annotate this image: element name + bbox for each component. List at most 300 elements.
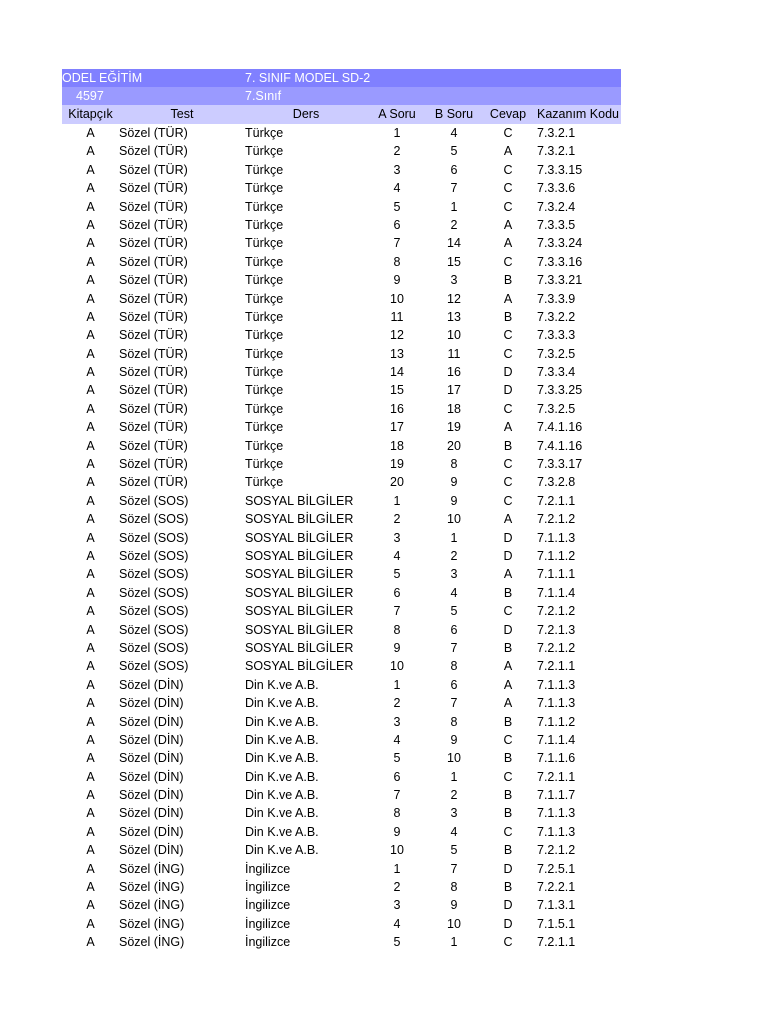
cell-kazanim-kodu: 7.3.2.1 bbox=[537, 126, 576, 140]
cell-cevap: C bbox=[503, 493, 513, 508]
cell-kazanim-kodu: 7.2.1.1 bbox=[537, 935, 576, 950]
cell-a-soru: 4 bbox=[393, 732, 401, 747]
table-body bbox=[62, 124, 621, 952]
cell-kitapcik: A bbox=[86, 512, 95, 527]
table-row bbox=[62, 565, 621, 583]
table-row bbox=[62, 841, 621, 859]
cell-cevap: B bbox=[503, 273, 513, 288]
cell-kitapcik: A bbox=[86, 365, 95, 380]
cell-cevap: D bbox=[503, 365, 513, 380]
cell-test: Sözel (SOS) bbox=[119, 585, 189, 600]
cell-test: Sözel (TÜR) bbox=[119, 199, 188, 214]
cell-cevap: A bbox=[503, 217, 513, 232]
cell-test: Sözel (TÜR) bbox=[119, 383, 188, 398]
cell-a-soru: 2 bbox=[393, 144, 401, 159]
cell-cevap: A bbox=[503, 659, 513, 674]
cell-kazanim-kodu: 7.4.1.16 bbox=[537, 438, 583, 453]
cell-a-soru: 3 bbox=[393, 162, 401, 177]
cell-kitapcik: A bbox=[86, 677, 95, 692]
cell-ders: Türkçe bbox=[245, 309, 284, 324]
cell-kitapcik: A bbox=[86, 199, 95, 214]
cell-a-soru: 9 bbox=[393, 640, 401, 655]
cell-cevap: B bbox=[503, 640, 513, 655]
table-row bbox=[62, 473, 621, 491]
cell-kazanim-kodu: 7.1.1.7 bbox=[537, 788, 576, 803]
cell-kitapcik: A bbox=[86, 217, 95, 232]
cell-test: Sözel (DİN) bbox=[119, 843, 184, 858]
table-row bbox=[62, 915, 621, 933]
table-row bbox=[62, 602, 621, 620]
cell-cevap: A bbox=[503, 696, 513, 711]
cell-a-soru: 6 bbox=[393, 217, 401, 232]
cell-a-soru: 3 bbox=[393, 898, 401, 913]
cell-b-soru: 10 bbox=[447, 916, 461, 931]
cell-kitapcik: A bbox=[86, 604, 95, 619]
cell-b-soru: 9 bbox=[450, 493, 458, 508]
cell-kazanim-kodu: 7.1.1.4 bbox=[537, 732, 576, 747]
table-row bbox=[62, 768, 621, 786]
cell-cevap: C bbox=[503, 126, 513, 140]
cell-kitapcik: A bbox=[86, 659, 95, 674]
cell-cevap: C bbox=[503, 181, 513, 196]
cell-b-soru: 10 bbox=[447, 512, 461, 527]
cell-ders: Din K.ve A.B. bbox=[245, 788, 319, 803]
cell-kazanim-kodu: 7.2.1.3 bbox=[537, 622, 576, 637]
cell-a-soru: 17 bbox=[390, 420, 404, 435]
cell-a-soru: 9 bbox=[393, 824, 401, 839]
cell-kitapcik: A bbox=[86, 732, 95, 747]
cell-test: Sözel (DİN) bbox=[119, 788, 184, 803]
cell-cevap: A bbox=[503, 291, 513, 306]
cell-kitapcik: A bbox=[86, 751, 95, 766]
cell-kitapcik: A bbox=[86, 438, 95, 453]
cell-kitapcik: A bbox=[86, 475, 95, 490]
cell-b-soru: 1 bbox=[450, 530, 458, 545]
cell-kitapcik: A bbox=[86, 236, 95, 251]
cell-kitapcik: A bbox=[86, 291, 95, 306]
cell-kazanim-kodu: 7.3.3.5 bbox=[537, 217, 576, 232]
cell-ders: Türkçe bbox=[245, 126, 284, 140]
column-header-test: Test bbox=[170, 107, 194, 121]
table-row bbox=[62, 713, 621, 731]
cell-ders: SOSYAL BİLGİLER bbox=[245, 604, 354, 619]
cell-a-soru: 1 bbox=[393, 493, 401, 508]
cell-kazanim-kodu: 7.2.1.1 bbox=[537, 493, 576, 508]
cell-ders: Türkçe bbox=[245, 254, 284, 269]
cell-cevap: C bbox=[503, 199, 513, 214]
cell-cevap: B bbox=[503, 714, 513, 729]
cell-test: Sözel (TÜR) bbox=[119, 236, 188, 251]
cell-kazanim-kodu: 7.3.2.5 bbox=[537, 401, 576, 416]
cell-kitapcik: A bbox=[86, 935, 95, 950]
cell-ders: SOSYAL BİLGİLER bbox=[245, 512, 354, 527]
cell-a-soru: 8 bbox=[393, 622, 401, 637]
table-row bbox=[62, 253, 621, 271]
cell-kazanim-kodu: 7.3.2.8 bbox=[537, 475, 576, 490]
cell-test: Sözel (TÜR) bbox=[119, 309, 188, 324]
cell-test: Sözel (TÜR) bbox=[119, 365, 188, 380]
cell-a-soru: 20 bbox=[390, 475, 404, 490]
cell-kitapcik: A bbox=[86, 714, 95, 729]
cell-kazanim-kodu: 7.2.2.1 bbox=[537, 880, 576, 895]
cell-cevap: C bbox=[503, 824, 513, 839]
cell-cevap: D bbox=[503, 898, 513, 913]
table-row bbox=[62, 198, 621, 216]
cell-a-soru: 15 bbox=[390, 383, 404, 398]
cell-test: Sözel (TÜR) bbox=[119, 401, 188, 416]
cell-kazanim-kodu: 7.2.1.2 bbox=[537, 512, 576, 527]
cell-a-soru: 7 bbox=[393, 236, 401, 251]
cell-ders: İngilizce bbox=[245, 898, 291, 913]
table-row bbox=[62, 363, 621, 381]
cell-kazanim-kodu: 7.1.1.3 bbox=[537, 530, 576, 545]
cell-kitapcik: A bbox=[86, 567, 95, 582]
table-row bbox=[62, 860, 621, 878]
cell-kitapcik: A bbox=[86, 548, 95, 563]
cell-ders: Türkçe bbox=[245, 273, 284, 288]
cell-b-soru: 12 bbox=[447, 291, 461, 306]
cell-cevap: C bbox=[503, 935, 513, 950]
cell-a-soru: 7 bbox=[393, 604, 401, 619]
cell-b-soru: 4 bbox=[450, 585, 458, 600]
cell-ders: Türkçe bbox=[245, 162, 284, 177]
cell-cevap: C bbox=[503, 457, 513, 472]
cell-test: Sözel (TÜR) bbox=[119, 162, 188, 177]
cell-b-soru: 1 bbox=[450, 769, 458, 784]
cell-b-soru: 16 bbox=[447, 365, 461, 380]
cell-kazanim-kodu: 7.1.1.3 bbox=[537, 696, 576, 711]
cell-kazanim-kodu: 7.1.1.2 bbox=[537, 714, 576, 729]
cell-kitapcik: A bbox=[86, 144, 95, 159]
cell-kitapcik: A bbox=[86, 622, 95, 637]
table-row bbox=[62, 234, 621, 252]
cell-b-soru: 3 bbox=[450, 567, 458, 582]
cell-kazanim-kodu: 7.3.2.2 bbox=[537, 309, 576, 324]
exam-title: 7. SINIF MODEL SD-2 bbox=[245, 71, 371, 85]
cell-b-soru: 7 bbox=[450, 181, 458, 196]
cell-b-soru: 10 bbox=[447, 328, 461, 343]
table-row bbox=[62, 400, 621, 418]
cell-cevap: C bbox=[503, 732, 513, 747]
cell-ders: Türkçe bbox=[245, 365, 284, 380]
cell-a-soru: 6 bbox=[393, 769, 401, 784]
cell-kazanim-kodu: 7.1.1.3 bbox=[537, 824, 576, 839]
cell-b-soru: 7 bbox=[450, 696, 458, 711]
cell-ders: İngilizce bbox=[245, 916, 291, 931]
cell-ders: Türkçe bbox=[245, 383, 284, 398]
cell-a-soru: 12 bbox=[390, 328, 404, 343]
cell-test: Sözel (TÜR) bbox=[119, 254, 188, 269]
table-row bbox=[62, 694, 621, 712]
column-header-kazanim-kodu: Kazanım Kodu bbox=[537, 107, 619, 121]
cell-kazanim-kodu: 7.2.5.1 bbox=[537, 861, 576, 876]
cell-kitapcik: A bbox=[86, 273, 95, 288]
cell-test: Sözel (DİN) bbox=[119, 806, 184, 821]
cell-a-soru: 2 bbox=[393, 512, 401, 527]
cell-cevap: B bbox=[503, 585, 513, 600]
cell-test: Sözel (SOS) bbox=[119, 530, 189, 545]
cell-test: Sözel (SOS) bbox=[119, 548, 189, 563]
cell-ders: Türkçe bbox=[245, 401, 284, 416]
cell-a-soru: 10 bbox=[390, 291, 404, 306]
cell-cevap: D bbox=[503, 861, 513, 876]
cell-b-soru: 13 bbox=[447, 309, 461, 324]
cell-test: Sözel (TÜR) bbox=[119, 346, 188, 361]
cell-b-soru: 4 bbox=[450, 126, 458, 140]
cell-kazanim-kodu: 7.3.3.9 bbox=[537, 291, 576, 306]
cell-cevap: A bbox=[503, 420, 513, 435]
cell-kazanim-kodu: 7.3.3.16 bbox=[537, 254, 583, 269]
cell-kazanim-kodu: 7.1.5.1 bbox=[537, 916, 576, 931]
cell-ders: Din K.ve A.B. bbox=[245, 714, 319, 729]
cell-a-soru: 9 bbox=[393, 273, 401, 288]
table-row bbox=[62, 418, 621, 436]
header-row-title bbox=[62, 69, 621, 87]
cell-kazanim-kodu: 7.1.1.3 bbox=[537, 677, 576, 692]
cell-kitapcik: A bbox=[86, 788, 95, 803]
column-header-kitapcik: Kitapçık bbox=[68, 107, 113, 121]
cell-cevap: D bbox=[503, 622, 513, 637]
table-row bbox=[62, 437, 621, 455]
table-row bbox=[62, 878, 621, 896]
cell-cevap: C bbox=[503, 346, 513, 361]
table-row bbox=[62, 896, 621, 914]
cell-cevap: C bbox=[503, 604, 513, 619]
table-row bbox=[62, 308, 621, 326]
institution-name: ODEL EĞİTİM bbox=[62, 71, 143, 85]
cell-kitapcik: A bbox=[86, 843, 95, 858]
cell-b-soru: 4 bbox=[450, 824, 458, 839]
cell-b-soru: 8 bbox=[450, 714, 458, 729]
table-row bbox=[62, 676, 621, 694]
cell-kazanim-kodu: 7.3.2.5 bbox=[537, 346, 576, 361]
cell-ders: Türkçe bbox=[245, 475, 284, 490]
cell-kitapcik: A bbox=[86, 769, 95, 784]
cell-ders: Din K.ve A.B. bbox=[245, 843, 319, 858]
cell-test: Sözel (İNG) bbox=[119, 880, 185, 895]
cell-b-soru: 7 bbox=[450, 640, 458, 655]
cell-cevap: C bbox=[503, 162, 513, 177]
cell-test: Sözel (İNG) bbox=[119, 861, 185, 876]
cell-cevap: D bbox=[503, 383, 513, 398]
table-row bbox=[62, 804, 621, 822]
cell-kazanim-kodu: 7.1.1.2 bbox=[537, 548, 576, 563]
cell-b-soru: 6 bbox=[450, 677, 458, 692]
cell-ders: SOSYAL BİLGİLER bbox=[245, 640, 354, 655]
table-row bbox=[62, 621, 621, 639]
cell-ders: Din K.ve A.B. bbox=[245, 769, 319, 784]
cell-cevap: B bbox=[503, 806, 513, 821]
cell-kitapcik: A bbox=[86, 916, 95, 931]
cell-b-soru: 1 bbox=[450, 199, 458, 214]
cell-cevap: B bbox=[503, 751, 513, 766]
cell-a-soru: 4 bbox=[393, 548, 401, 563]
cell-test: Sözel (DİN) bbox=[119, 824, 184, 839]
column-header-ders: Ders bbox=[292, 107, 320, 121]
table-row bbox=[62, 326, 621, 344]
cell-ders: Din K.ve A.B. bbox=[245, 696, 319, 711]
cell-kazanim-kodu: 7.1.1.6 bbox=[537, 751, 576, 766]
cell-a-soru: 18 bbox=[390, 438, 404, 453]
cell-kitapcik: A bbox=[86, 696, 95, 711]
cell-ders: SOSYAL BİLGİLER bbox=[245, 585, 354, 600]
cell-test: Sözel (SOS) bbox=[119, 604, 189, 619]
cell-a-soru: 19 bbox=[390, 457, 404, 472]
table-row bbox=[62, 161, 621, 179]
cell-b-soru: 1 bbox=[450, 935, 458, 950]
cell-kitapcik: A bbox=[86, 346, 95, 361]
cell-kazanim-kodu: 7.3.3.25 bbox=[537, 383, 583, 398]
cell-kazanim-kodu: 7.3.2.4 bbox=[537, 199, 576, 214]
cell-ders: SOSYAL BİLGİLER bbox=[245, 530, 354, 545]
cell-test: Sözel (TÜR) bbox=[119, 420, 188, 435]
table-row bbox=[62, 216, 621, 234]
cell-ders: SOSYAL BİLGİLER bbox=[245, 548, 354, 563]
cell-a-soru: 14 bbox=[390, 365, 404, 380]
table-row bbox=[62, 124, 621, 142]
cell-b-soru: 18 bbox=[447, 401, 461, 416]
column-header-row bbox=[62, 105, 621, 124]
cell-ders: SOSYAL BİLGİLER bbox=[245, 567, 354, 582]
cell-test: Sözel (DİN) bbox=[119, 677, 184, 692]
cell-a-soru: 8 bbox=[393, 806, 401, 821]
cell-test: Sözel (SOS) bbox=[119, 622, 189, 637]
cell-cevap: B bbox=[503, 788, 513, 803]
cell-test: Sözel (TÜR) bbox=[119, 438, 188, 453]
cell-cevap: A bbox=[503, 567, 513, 582]
table-row bbox=[62, 786, 621, 804]
cell-test: Sözel (TÜR) bbox=[119, 126, 188, 140]
cell-test: Sözel (TÜR) bbox=[119, 144, 188, 159]
cell-b-soru: 9 bbox=[450, 898, 458, 913]
table-row bbox=[62, 731, 621, 749]
cell-kazanim-kodu: 7.2.1.2 bbox=[537, 640, 576, 655]
cell-kazanim-kodu: 7.2.1.2 bbox=[537, 604, 576, 619]
cell-ders: Türkçe bbox=[245, 236, 284, 251]
cell-ders: Türkçe bbox=[245, 420, 284, 435]
cell-a-soru: 7 bbox=[393, 788, 401, 803]
cell-kazanim-kodu: 7.1.3.1 bbox=[537, 898, 576, 913]
cell-ders: İngilizce bbox=[245, 935, 291, 950]
cell-a-soru: 3 bbox=[393, 530, 401, 545]
cell-a-soru: 4 bbox=[393, 181, 401, 196]
cell-kitapcik: A bbox=[86, 457, 95, 472]
cell-kitapcik: A bbox=[86, 126, 95, 140]
cell-a-soru: 1 bbox=[393, 677, 401, 692]
cell-ders: Türkçe bbox=[245, 328, 284, 343]
cell-cevap: C bbox=[503, 769, 513, 784]
cell-b-soru: 3 bbox=[450, 806, 458, 821]
table-row bbox=[62, 510, 621, 528]
cell-kitapcik: A bbox=[86, 880, 95, 895]
cell-ders: Türkçe bbox=[245, 438, 284, 453]
cell-kazanim-kodu: 7.3.3.17 bbox=[537, 457, 583, 472]
cell-test: Sözel (SOS) bbox=[119, 493, 189, 508]
cell-kitapcik: A bbox=[86, 420, 95, 435]
cell-kitapcik: A bbox=[86, 824, 95, 839]
cell-kazanim-kodu: 7.4.1.16 bbox=[537, 420, 583, 435]
cell-ders: Türkçe bbox=[245, 199, 284, 214]
cell-a-soru: 2 bbox=[393, 880, 401, 895]
cell-cevap: D bbox=[503, 916, 513, 931]
cell-b-soru: 6 bbox=[450, 162, 458, 177]
cell-test: Sözel (TÜR) bbox=[119, 273, 188, 288]
cell-ders: Din K.ve A.B. bbox=[245, 732, 319, 747]
cell-kazanim-kodu: 7.3.3.15 bbox=[537, 162, 583, 177]
cell-b-soru: 2 bbox=[450, 788, 458, 803]
cell-kazanim-kodu: 7.3.3.21 bbox=[537, 273, 583, 288]
cell-a-soru: 2 bbox=[393, 696, 401, 711]
cell-b-soru: 7 bbox=[450, 861, 458, 876]
cell-a-soru: 1 bbox=[393, 861, 401, 876]
cell-kazanim-kodu: 7.3.3.6 bbox=[537, 181, 576, 196]
cell-a-soru: 11 bbox=[390, 309, 404, 324]
cell-kazanim-kodu: 7.2.1.1 bbox=[537, 659, 576, 674]
table-row bbox=[62, 492, 621, 510]
cell-b-soru: 8 bbox=[450, 659, 458, 674]
cell-test: Sözel (SOS) bbox=[119, 659, 189, 674]
cell-test: Sözel (DİN) bbox=[119, 714, 184, 729]
column-header-b-soru: B Soru bbox=[434, 107, 474, 121]
cell-kitapcik: A bbox=[86, 898, 95, 913]
cell-b-soru: 3 bbox=[450, 273, 458, 288]
cell-a-soru: 5 bbox=[393, 567, 401, 582]
cell-test: Sözel (DİN) bbox=[119, 696, 184, 711]
spreadsheet bbox=[62, 69, 621, 952]
cell-kazanim-kodu: 7.3.2.1 bbox=[537, 144, 576, 159]
cell-ders: Türkçe bbox=[245, 291, 284, 306]
cell-b-soru: 10 bbox=[447, 751, 461, 766]
cell-a-soru: 6 bbox=[393, 585, 401, 600]
table-row bbox=[62, 271, 621, 289]
table-row bbox=[62, 142, 621, 160]
cell-kazanim-kodu: 7.2.1.1 bbox=[537, 769, 576, 784]
table-row bbox=[62, 345, 621, 363]
cell-a-soru: 13 bbox=[390, 346, 404, 361]
cell-ders: Din K.ve A.B. bbox=[245, 824, 319, 839]
cell-test: Sözel (İNG) bbox=[119, 935, 185, 950]
header-row-info bbox=[62, 87, 621, 105]
cell-cevap: A bbox=[503, 236, 513, 251]
cell-kazanim-kodu: 7.1.1.1 bbox=[537, 567, 576, 582]
cell-kitapcik: A bbox=[86, 806, 95, 821]
cell-b-soru: 17 bbox=[447, 383, 461, 398]
cell-kitapcik: A bbox=[86, 181, 95, 196]
table-row bbox=[62, 639, 621, 657]
cell-kazanim-kodu: 7.3.3.4 bbox=[537, 365, 576, 380]
cell-ders: Din K.ve A.B. bbox=[245, 806, 319, 821]
cell-cevap: A bbox=[503, 512, 513, 527]
cell-kitapcik: A bbox=[86, 162, 95, 177]
table-row bbox=[62, 290, 621, 308]
cell-test: Sözel (TÜR) bbox=[119, 291, 188, 306]
table-row bbox=[62, 584, 621, 602]
cell-cevap: D bbox=[503, 530, 513, 545]
cell-a-soru: 4 bbox=[393, 916, 401, 931]
column-header-cevap: Cevap bbox=[489, 107, 527, 121]
cell-kitapcik: A bbox=[86, 309, 95, 324]
cell-cevap: B bbox=[503, 438, 513, 453]
cell-kitapcik: A bbox=[86, 254, 95, 269]
cell-kitapcik: A bbox=[86, 585, 95, 600]
cell-test: Sözel (İNG) bbox=[119, 916, 185, 931]
cell-test: Sözel (SOS) bbox=[119, 567, 189, 582]
cell-kitapcik: A bbox=[86, 530, 95, 545]
cell-b-soru: 9 bbox=[450, 732, 458, 747]
cell-b-soru: 2 bbox=[450, 548, 458, 563]
table-row bbox=[62, 455, 621, 473]
cell-kazanim-kodu: 7.1.1.3 bbox=[537, 806, 576, 821]
